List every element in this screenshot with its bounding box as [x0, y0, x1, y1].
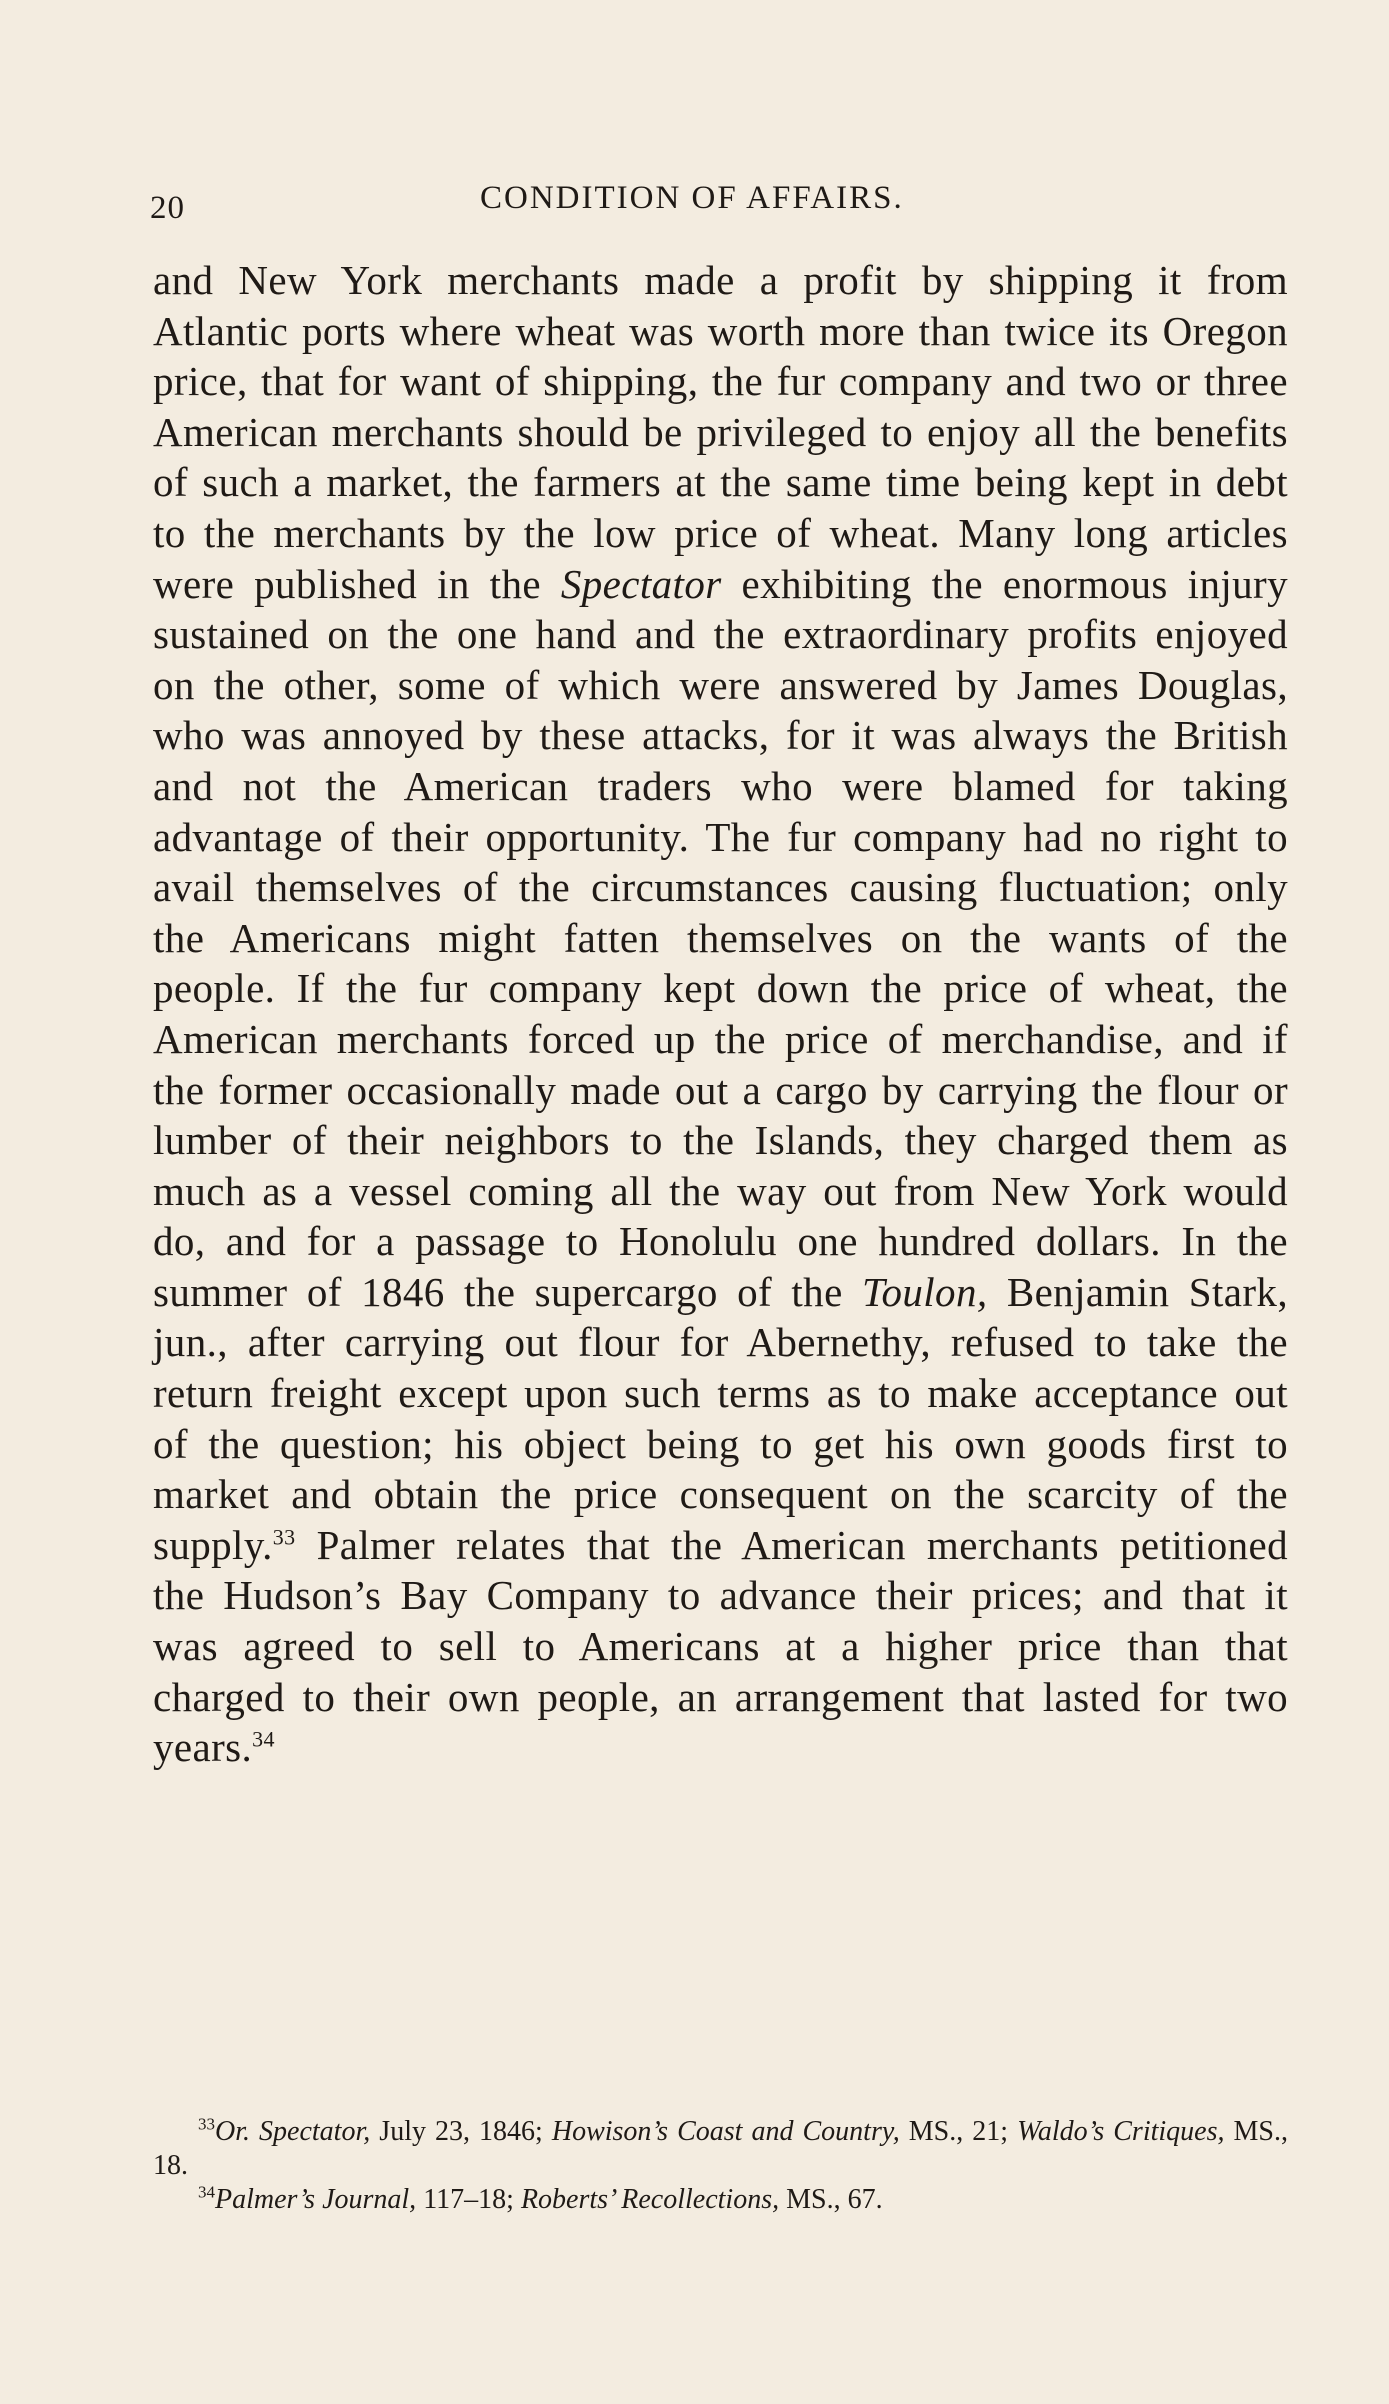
footnote-mark: 33: [198, 2114, 215, 2134]
footnote-text: MS., 67.: [779, 2184, 883, 2215]
italic-title: Toulon,: [862, 1268, 988, 1315]
footnote-33: [153, 2115, 1288, 2183]
footnote-source: Waldo’s Critiques,: [1017, 2116, 1225, 2147]
footnote-source: Howison’s Coast and Country,: [551, 2116, 900, 2147]
footnote-text: MS., 18.: [153, 2116, 1288, 2181]
footnote-reference: 34: [252, 1726, 275, 1752]
running-head: CONDITION OF AFFAIRS.: [480, 180, 904, 216]
footnote-text: MS., 21;: [899, 2116, 1018, 2147]
footnote-source: Roberts’ Recollections,: [520, 2184, 780, 2215]
body-text: [153, 255, 1288, 1773]
text-segment: Palmer relates that the American merchants petitioned the Hudson’s Bay Company to advance their prices; and that it was agreed to sell to Americans at a higher price than that charged to their own people, an arrangement that lasted for two years.: [153, 1521, 1288, 1771]
footnote-source: Or. Spectator,: [215, 2116, 371, 2147]
page-number: 20: [150, 190, 185, 226]
italic-title: Spectator: [560, 560, 722, 607]
footnote-source: Palmer’s Journal,: [215, 2184, 417, 2215]
text-segment: Benjamin Stark, jun., after carrying out flour for Abernethy, refused to take the return freight except upon such terms as to make acceptance out of the question; his object being to get his own goods first to market and obtain the price consequent on the scarcity of the supply.: [153, 1268, 1288, 1568]
footnote-reference: 33: [272, 1524, 296, 1550]
text-segment: and New York merchants made a profit by shipping it from Atlantic ports where wheat was worth more than twice its Oregon price, that for want of shipping, the fur company and two or three American merchants should be privileged to enjoy all the benefits of such a market, the farmers at the same time being kept in debt to the merchants by the low price of wheat. Many long articles were published in the: [153, 257, 1288, 607]
footnote-mark: 34: [198, 2182, 215, 2202]
footnotes: [153, 2115, 1288, 2217]
paragraph: [153, 255, 1288, 1773]
footnote-34: [153, 2183, 1288, 2217]
footnote-text: 117–18;: [416, 2184, 521, 2215]
footnote-text: July 23, 1846;: [370, 2116, 552, 2147]
page-header: [150, 180, 1290, 240]
text-segment: exhibiting the enormous injury sustained on the one hand and the extraordinary profits enjoyed on the other, some of which were answered by James Douglas, who was annoyed by these attacks, for it was always the British and not the American traders who were blamed for taking advantage of their opportunity. The fur company had no right to avail themselves of the circumstances causing fluctuation; only the Americans might fatten themselves on the wants of the people. If the fur company kept down the price of wheat, the American merchants forced up the price of merchandise, and if the former occasionally made out a cargo by carrying the flour or lumber of their neighbors to the Islands, they charged them as much as a vessel coming all the way out from New York would do, and for a passage to Honolulu one hundred dollars. In the summer of 1846 the supercargo of the: [153, 560, 1288, 1315]
